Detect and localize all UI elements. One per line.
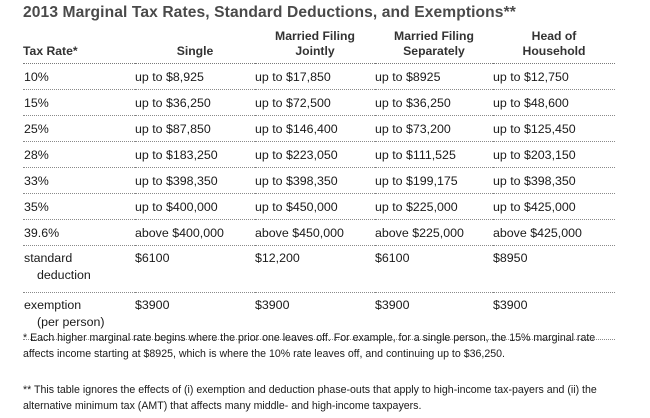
col-header-married-separately: Married Filing Separately	[375, 29, 493, 64]
head-of-household-cell: $3900	[493, 293, 615, 340]
rate-cell: 28%	[23, 142, 135, 168]
head-of-household-cell: up to $48,600	[493, 90, 615, 116]
col-header-married-jointly: Married Filing Jointly	[255, 29, 375, 64]
rate-cell: 25%	[23, 116, 135, 142]
married-separately-cell: above $225,000	[375, 220, 493, 246]
table-row	[23, 116, 615, 142]
tax-rate-table	[23, 29, 615, 340]
married-separately-cell: up to $111,525	[375, 142, 493, 168]
footnote-marginal-rate: * Each higher marginal rate begins where the prior one leaves off. For example, for a single person, the 15% marginal rate affects income starting at $8925, which is where the 10% rate leaves off, and continuing up to $36,250.	[23, 332, 596, 360]
standard-deduction-row	[23, 246, 615, 293]
single-cell: up to $87,850	[135, 116, 255, 142]
married-separately-cell: up to $199,175	[375, 168, 493, 194]
married-jointly-cell: up to $146,400	[255, 116, 375, 142]
married-separately-cell: $3900	[375, 293, 493, 340]
head-of-household-cell: up to $425,000	[493, 194, 615, 220]
page-title: 2013 Marginal Tax Rates, Standard Deductions, and Exemptions**	[23, 4, 516, 21]
married-jointly-cell: $3900	[255, 293, 375, 340]
table-row	[23, 220, 615, 246]
single-cell: up to $8,925	[135, 64, 255, 90]
table-row	[23, 64, 615, 90]
single-cell: up to $36,250	[135, 90, 255, 116]
head-of-household-cell: above $425,000	[493, 220, 615, 246]
rate-cell: 39.6%	[23, 220, 135, 246]
col-header-head-of-household: Head of Household	[493, 29, 615, 64]
married-jointly-cell: up to $450,000	[255, 194, 375, 220]
married-jointly-cell: up to $72,500	[255, 90, 375, 116]
rate-cell: 33%	[23, 168, 135, 194]
rate-cell: 15%	[23, 90, 135, 116]
married-jointly-cell: up to $223,050	[255, 142, 375, 168]
single-cell: $3900	[135, 293, 255, 340]
row-label-exemption: exemption (per person)	[23, 293, 135, 340]
table-row	[23, 194, 615, 220]
single-cell: $6100	[135, 246, 255, 293]
col-header-single: Single	[135, 29, 255, 64]
table-row	[23, 90, 615, 116]
table-row	[23, 142, 615, 168]
head-of-household-cell: $8950	[493, 246, 615, 293]
married-separately-cell: up to $8925	[375, 64, 493, 90]
married-jointly-cell: above $450,000	[255, 220, 375, 246]
head-of-household-cell: up to $125,450	[493, 116, 615, 142]
footnote-phase-outs: ** This table ignores the effects of (i) exemption and deduction phase-outs that apply to high-income tax-payers and (ii) the alternative minimum tax (AMT) that affects many middle- and high-income taxpayers.	[23, 384, 597, 412]
married-separately-cell: up to $225,000	[375, 194, 493, 220]
head-of-household-cell: up to $203,150	[493, 142, 615, 168]
married-separately-cell: up to $36,250	[375, 90, 493, 116]
married-jointly-cell: up to $398,350	[255, 168, 375, 194]
married-jointly-cell: $12,200	[255, 246, 375, 293]
col-header-tax-rate: Tax Rate*	[23, 29, 135, 64]
single-cell: above $400,000	[135, 220, 255, 246]
married-separately-cell: $6100	[375, 246, 493, 293]
rate-cell: 35%	[23, 194, 135, 220]
single-cell: up to $183,250	[135, 142, 255, 168]
single-cell: up to $400,000	[135, 194, 255, 220]
head-of-household-cell: up to $398,350	[493, 168, 615, 194]
rate-cell: 10%	[23, 64, 135, 90]
married-separately-cell: up to $73,200	[375, 116, 493, 142]
married-jointly-cell: up to $17,850	[255, 64, 375, 90]
single-cell: up to $398,350	[135, 168, 255, 194]
row-label-standard-deduction: standard deduction	[23, 246, 135, 293]
head-of-household-cell: up to $12,750	[493, 64, 615, 90]
header-row	[23, 29, 615, 64]
table-row	[23, 168, 615, 194]
